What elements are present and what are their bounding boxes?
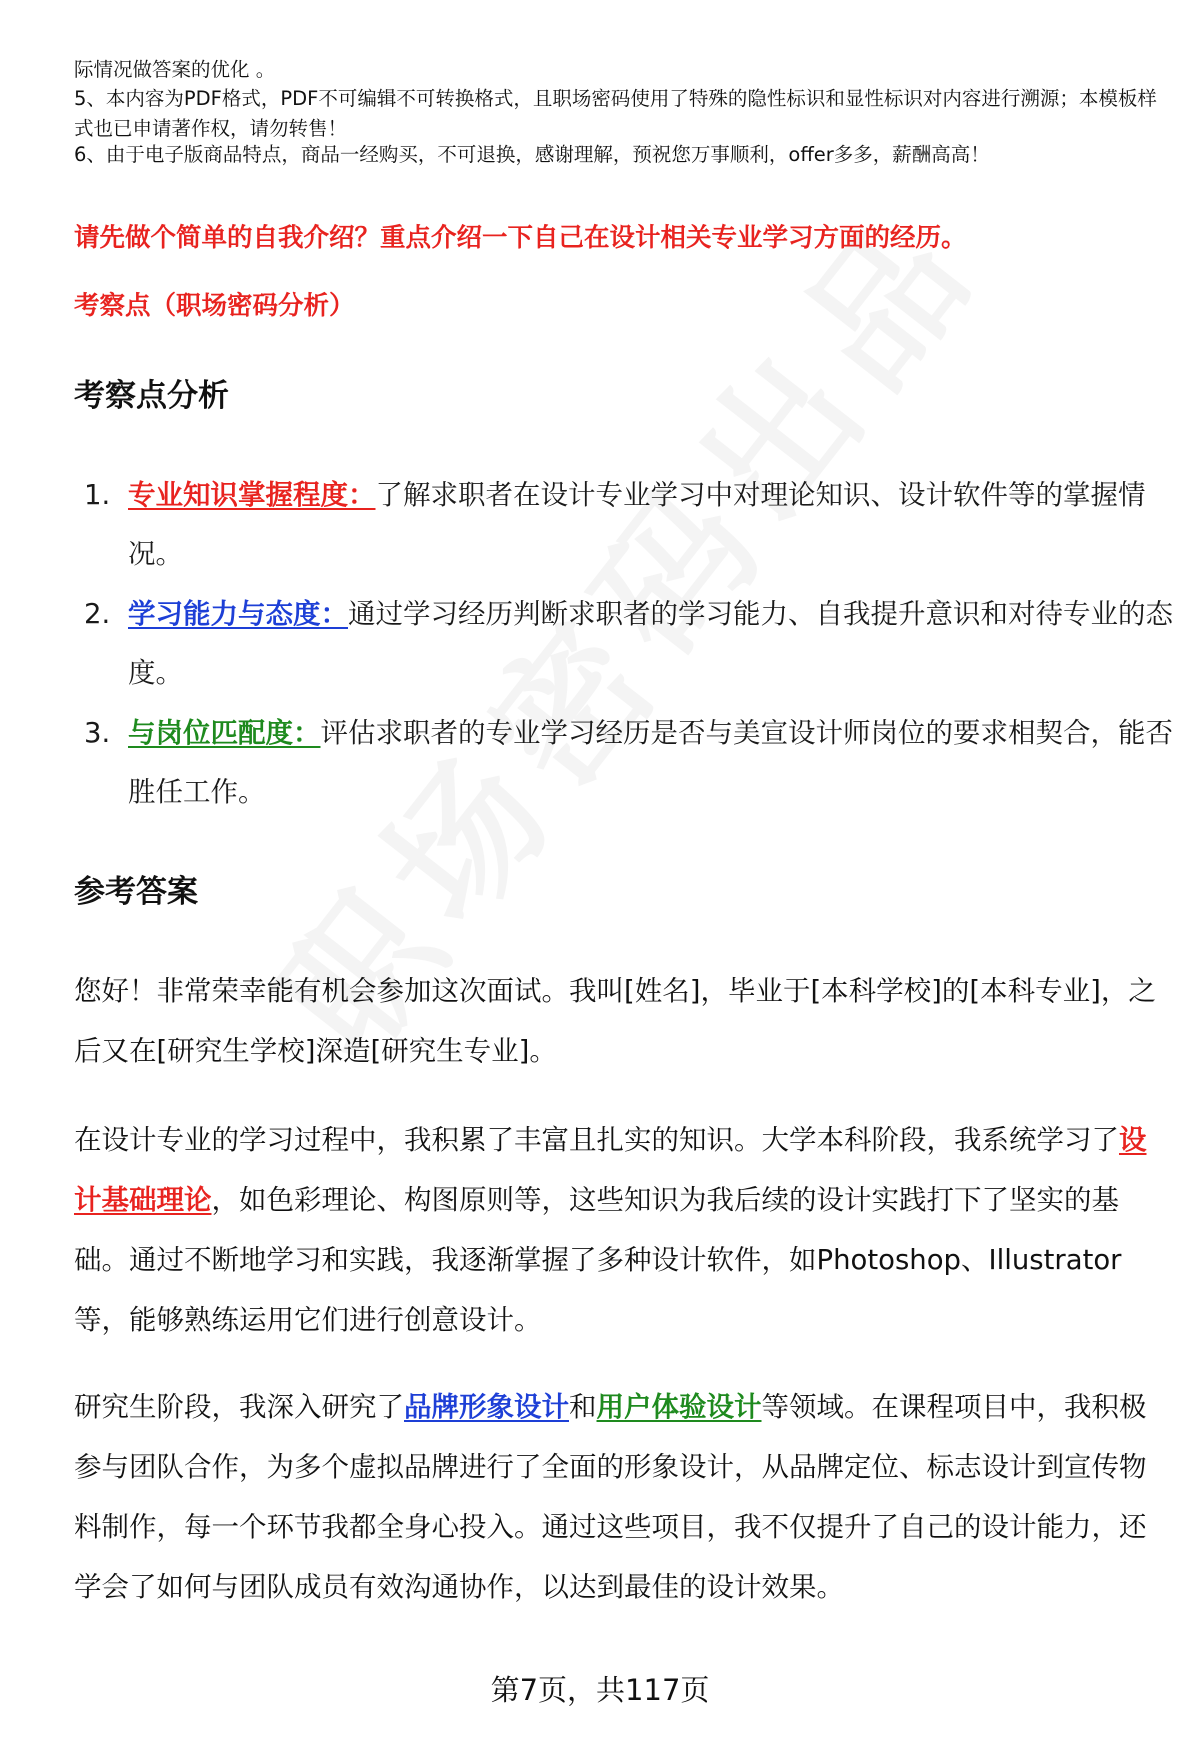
analysis-item bbox=[84, 704, 1174, 822]
question-title: 请先做个简单的自我介绍？重点介绍一下自己在设计相关专业学习方面的经历。 bbox=[74, 223, 967, 253]
analysis-item-keyword: 学习能力与态度： bbox=[128, 598, 348, 630]
answer-p2-text: ，如色彩理论、构图原则等，这些知识为我后续的设计实践打下了坚实的基础。通过不断地学习和实践，我逐渐掌握了多种设计软件，如Photoshop、Illustrator等，能够熟练运用它们进行创意设计。 bbox=[74, 1184, 1122, 1336]
analysis-heading: 考察点分析 bbox=[74, 378, 229, 414]
analysis-item-number: 1. bbox=[84, 479, 111, 511]
answer-p3-text: 和 bbox=[569, 1391, 597, 1423]
analysis-list bbox=[84, 466, 1174, 823]
analysis-item-number: 2. bbox=[84, 598, 111, 630]
answer-paragraph-1: 您好！非常荣幸能有机会参加这次面试。我叫[姓名]，毕业于[本科学校]的[本科专业]，之后又在[研究生学校]深造[研究生专业]。 bbox=[74, 975, 1156, 1067]
analysis-item-keyword: 与岗位匹配度： bbox=[128, 717, 321, 749]
answer-paragraph-3 bbox=[74, 1377, 1159, 1617]
answer-paragraph-2 bbox=[74, 1110, 1159, 1350]
note-line-2: 5、本内容为PDF格式，PDF不可编辑不可转换格式，且职场密码使用了特殊的隐性标识和显性标识对内容进行溯源；本模板样式也已申请著作权，请勿转售！ bbox=[74, 87, 1157, 140]
answer-p3-text: 等领域。在课程项目中，我积极参与团队合作，为多个虚拟品牌进行了全面的形象设计，从品牌定位、标志设计到宣传物料制作，每一个环节我都全身心投入。通过这些项目，我不仅提升了自己的设计能力，还学会了如何与团队成员有效沟通协作，以达到最佳的设计效果。 bbox=[74, 1391, 1147, 1603]
analysis-item-text: 评估求职者的专业学习经历是否与美宣设计师岗位的要求相契合，能否胜任工作。 bbox=[128, 717, 1173, 808]
note-line-1: 际情况做答案的优化 。 bbox=[74, 58, 276, 81]
analysis-item-keyword: 专业知识掌握程度： bbox=[128, 479, 376, 511]
exam-point-label: 考察点（职场密码分析） bbox=[74, 291, 355, 321]
answer-heading: 参考答案 bbox=[74, 874, 198, 910]
answer-p2-keyword: 设计基础理论 bbox=[74, 1124, 1147, 1216]
answer-p3-text: 研究生阶段，我深入研究了 bbox=[74, 1391, 404, 1423]
analysis-item bbox=[84, 585, 1174, 703]
answer-p2-text: 在设计专业的学习过程中，我积累了丰富且扎实的知识。大学本科阶段，我系统学习了 bbox=[74, 1124, 1119, 1156]
note-line-3: 6、由于电子版商品特点，商品一经购买，不可退换，感谢理解，预祝您万事顺利，offer多多，薪酬高高！ bbox=[74, 143, 990, 166]
analysis-item bbox=[84, 466, 1174, 584]
analysis-item-text: 了解求职者在设计专业学习中对理论知识、设计软件等的掌握情况。 bbox=[128, 479, 1146, 570]
analysis-item-number: 3. bbox=[84, 717, 111, 749]
page-number-footer: 第7页，共117页 bbox=[490, 1673, 710, 1707]
answer-p3-keyword: 品牌形象设计 bbox=[404, 1391, 569, 1423]
analysis-item-text: 通过学习经历判断求职者的学习能力、自我提升意识和对待专业的态度。 bbox=[128, 598, 1173, 689]
answer-p3-keyword: 用户体验设计 bbox=[596, 1391, 762, 1423]
